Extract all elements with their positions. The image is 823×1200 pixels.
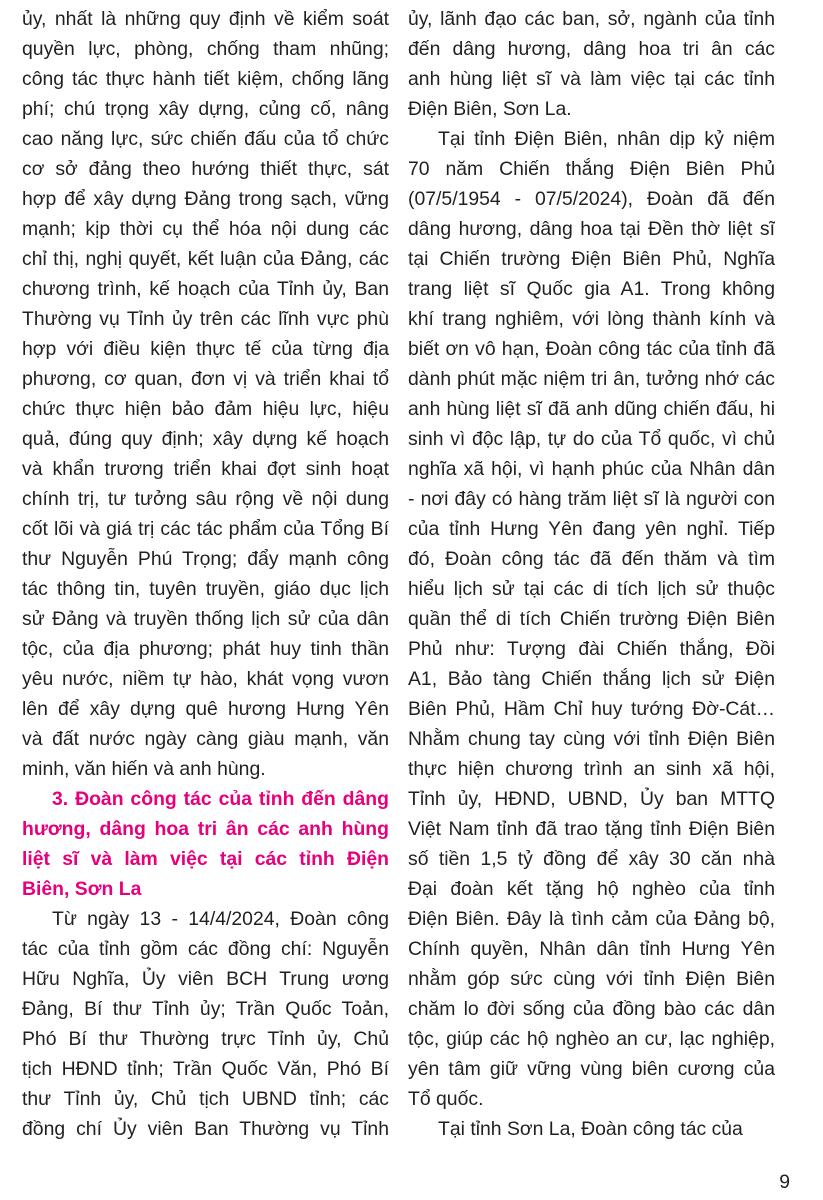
text-line: anh hùng liệt sĩ đã anh dũng chiến đấu, hi [408,398,775,420]
text-line: đến dâng hương, dâng hoa tri ân các [408,38,775,60]
text-line: hiểu lịch sử tại các di tích lịch sử thuộc [408,578,775,600]
text-line: biết ơn vô hạn, Đoàn công tác của tỉnh đã [408,338,775,360]
text-line: của tỉnh Hưng Yên đang yên nghỉ. Tiếp [408,518,775,540]
paragraph [408,124,775,1114]
text-line: số tiền 1,5 tỷ đồng để xây 30 căn nhà [408,848,775,870]
text-line: nhằm góp sức cùng với tỉnh Điện Biên [408,968,775,990]
text-line: dâng hương, dâng hoa tại Đền thờ liệt sĩ [408,218,775,240]
text-line: quyền lực, phòng, chống tham nhũng; [22,38,389,60]
right-column [408,4,775,1144]
text-line: chính trị, tư tưởng sâu rộng về nội dung [22,488,389,510]
text-line: phương, cơ quan, đơn vị và triển khai tổ [22,368,389,390]
text-line: thư Nguyễn Phú Trọng; đẩy mạnh công [22,548,389,570]
text-line: và khẩn trương triển khai đợt sinh hoạt [22,458,389,480]
text-line: mạnh; kịp thời cụ thể hóa nội dung các [22,218,389,240]
page-number: 9 [779,1171,790,1193]
text-line: nghĩa xã hội, vì hạnh phúc của Nhân dân [408,458,775,480]
text-line: ủy, lãnh đạo các ban, sở, ngành của tỉnh [408,8,775,30]
text-line: A1, Bảo tàng Chiến thắng lịch sử Điện [408,668,775,690]
text-line: Chính quyền, Nhân dân tỉnh Hưng Yên [408,938,775,960]
text-line: tộc, của địa phương; phát huy tinh thần [22,638,389,660]
text-line: minh, văn hiến và anh hùng. [22,758,266,780]
text-line: 3. Đoàn công tác của tỉnh đến dâng [52,788,389,810]
text-line: Điện Biên. Đây là tình cảm của Đảng bộ, [408,908,775,930]
text-line: hợp để xây dựng Đảng trong sạch, vững [22,188,389,210]
text-line: Việt Nam tỉnh đã trao tặng tỉnh Điện Biên [408,818,775,840]
text-line: hương, dâng hoa tri ân các anh hùng [22,818,389,840]
text-line: dành phút mặc niệm tri ân, tưởng nhớ các [408,368,775,390]
text-line: đó, Đoàn công tác đã đến thăm và tìm [408,548,775,570]
paragraph [408,1114,775,1144]
text-line: anh hùng liệt sĩ và làm việc tại các tỉnh [408,68,775,90]
text-line: cơ sở đảng theo hướng thiết thực, sát [22,158,389,180]
text-line: ủy, nhất là những quy định về kiểm soát [22,8,389,30]
text-line: Tổ quốc. [408,1088,484,1110]
text-line: chỉ thị, nghị quyết, kết luận của Đảng, các [22,248,389,270]
text-line: Phủ như: Tượng đài Chiến thắng, Đồi [408,638,775,660]
text-line: Nhằm chung tay cùng với tỉnh Điện Biên [408,728,775,750]
text-line: khí trang nghiêm, với lòng thành kính và [408,308,775,330]
text-line: và đất nước ngày càng giàu mạnh, văn [22,728,389,750]
text-line: cốt lõi và giá trị các tác phẩm của Tổng Bí [22,518,389,540]
text-line: thư Tỉnh ủy, Chủ tịch UBND tỉnh; các [22,1088,389,1110]
text-line: - nơi đây có hàng trăm liệt sĩ là người con [408,488,775,510]
text-line: Tại tỉnh Sơn La, Đoàn công tác của [438,1118,743,1140]
text-line: (07/5/1954 - 07/5/2024), Đoàn đã đến [408,188,775,210]
text-line: Tại tỉnh Điện Biên, nhân dịp kỷ niệm [438,128,775,150]
text-line: chức thực hiện bảo đảm hiệu lực, hiệu [22,398,389,420]
text-line: Từ ngày 13 - 14/4/2024, Đoàn công [52,908,389,930]
left-column [22,4,389,1144]
text-line: thực hiện chương trình an sinh xã hội, [408,758,775,780]
text-line: công tác thực hành tiết kiệm, chống lãng [22,68,389,90]
paragraph [22,4,389,784]
text-line: Điện Biên, Sơn La. [408,98,572,120]
text-line: quần thể di tích Chiến trường Điện Biên [408,608,775,630]
text-line: tịch HĐND tỉnh; Trần Quốc Văn, Phó Bí [22,1058,389,1080]
text-line: tác thông tin, tuyên truyền, giáo dục lịch [22,578,389,600]
text-line: phí; chú trọng xây dựng, củng cố, nâng [22,98,389,120]
text-line: tại Chiến trường Điện Biên Phủ, Nghĩa [408,248,775,270]
text-line: Phó Bí thư Thường trực Tỉnh ủy, Chủ [22,1028,389,1050]
text-line: yêu nước, niềm tự hào, khát vọng vươn [22,668,389,690]
text-line: quả, đúng quy định; xây dựng kế hoạch [22,428,389,450]
text-line: Biên, Sơn La [22,878,142,900]
text-line: chăm lo đời sống của đồng bào các dân [408,998,775,1020]
text-line: tác của tỉnh gồm các đồng chí: Nguyễn [22,938,389,960]
paragraph [22,904,389,1144]
text-line: chương trình, kế hoạch của Tỉnh ủy, Ban [22,278,389,300]
text-line: trang liệt sĩ Quốc gia A1. Trong không [408,278,775,300]
text-line: 70 năm Chiến thắng Điện Biên Phủ [408,158,775,180]
text-line: sinh vì độc lập, tự do của Tổ quốc, vì chủ [408,428,775,450]
text-line: sử Đảng và truyền thống lịch sử của dân [22,608,389,630]
text-line: Hữu Nghĩa, Ủy viên BCH Trung ương [22,968,389,990]
text-line: Đại đoàn kết tặng hộ nghèo của tỉnh [408,878,775,900]
text-line: hợp với điều kiện thực tế của từng địa [22,338,389,360]
text-line: lên để xây dựng quê hương Hưng Yên [22,698,389,720]
text-line: Đảng, Bí thư Tỉnh ủy; Trần Quốc Toản, [22,998,389,1020]
paragraph [408,4,775,124]
text-line: cao năng lực, sức chiến đấu của tổ chức [22,128,389,150]
text-line: Biên Phủ, Hầm Chỉ huy tướng Đờ-Cát… [408,698,775,720]
text-line: đồng chí Ủy viên Ban Thường vụ Tỉnh [22,1118,389,1140]
text-line: Thường vụ Tỉnh ủy trên các lĩnh vực phù [22,308,389,330]
text-line: tộc, giúp các hộ nghèo an cư, lạc nghiệp, [408,1028,775,1050]
text-line: liệt sĩ và làm việc tại các tỉnh Điện [22,848,389,870]
text-line: yên tâm giữ vững vùng biên cương của [408,1058,775,1080]
text-line: Tỉnh ủy, HĐND, UBND, Ủy ban MTTQ [408,788,775,810]
section-heading [22,784,389,904]
